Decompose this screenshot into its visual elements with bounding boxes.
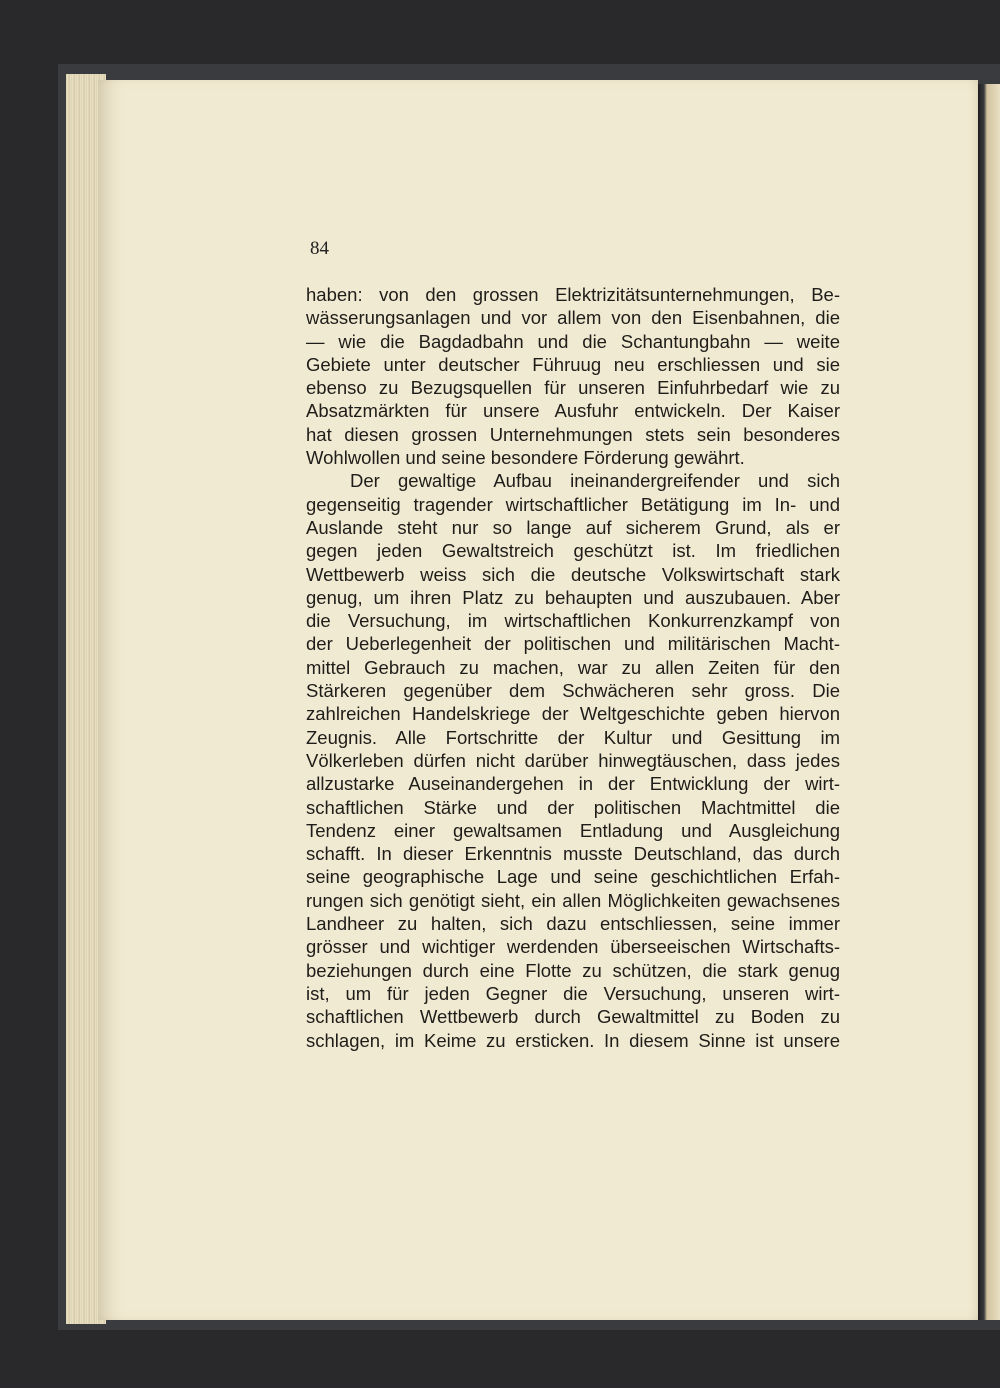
text-line: mittel Gebrauch zu machen, war zu allen Zeiten für den: [306, 656, 840, 678]
text-line: ebenso zu Bezugsquellen für unseren Einfuhrbedarf wie zu: [306, 377, 840, 399]
text-line: hat diesen grossen Unternehmungen stets sein besonderes: [306, 423, 840, 445]
text-line: Wohlwollen und seine besondere Förderung gewährt.: [306, 447, 745, 469]
text-line: Auslande steht nur so lange auf sicherem Grund, als er: [306, 516, 840, 538]
text-line: schlagen, im Keime zu ersticken. In diesem Sinne ist unsere: [306, 1029, 840, 1051]
text-line: Landheer zu halten, sich dazu entschliessen, seine immer: [306, 913, 840, 935]
text-line: Wettbewerb weiss sich die deutsche Volkswirtschaft stark: [306, 563, 840, 585]
text-line: Gebiete unter deutscher Führuug neu erschliessen und sie: [306, 353, 840, 375]
text-line: — wie die Bagdadbahn und die Schantungbahn — weite: [306, 330, 840, 352]
text-line: schaftlichen Stärke und der politischen Machtmittel die: [306, 796, 840, 818]
body-text: [306, 283, 840, 1052]
text-line: gegen jeden Gewaltstreich geschützt ist. Im friedlichen: [306, 540, 840, 562]
text-line: ist, um für jeden Gegner die Versuchung, unseren wirt-: [306, 982, 840, 1004]
text-line: rungen sich genötigt sieht, ein allen Möglichkeiten gewachsenes: [306, 889, 840, 911]
text-line: beziehungen durch eine Flotte zu schützen, die stark genug: [306, 959, 840, 981]
page-number: 84: [310, 238, 329, 259]
text-line: seine geographische Lage und seine geschichtlichen Erfah-: [306, 866, 840, 888]
text-line: wässerungsanlagen und vor allem von den Eisenbahnen, die: [306, 307, 840, 329]
text-line: Absatzmärkten für unsere Ausfuhr entwickeln. Der Kaiser: [306, 400, 840, 422]
text-line: zahlreichen Handelskriege der Weltgeschichte geben hiervon: [306, 703, 840, 725]
text-line: Völkerleben dürfen nicht darüber hinwegtäuschen, dass jedes: [306, 749, 840, 771]
text-line: allzustarke Auseinandergehen in der Entwicklung der wirt-: [306, 773, 840, 795]
text-line: grösser und wichtiger werdenden überseeischen Wirtschafts-: [306, 936, 840, 958]
text-line: Zeugnis. Alle Fortschritte der Kultur und Gesittung im: [306, 726, 840, 748]
text-line: Stärkeren gegenüber dem Schwächeren sehr gross. Die: [306, 680, 840, 702]
text-line: haben: von den grossen Elektrizitätsunternehmungen, Be-: [306, 284, 840, 305]
text-line: genug, um ihren Platz zu behaupten und auszubauen. Aber: [306, 586, 840, 608]
text-line: die Versuchung, im wirtschaftlichen Konkurrenzkampf von: [306, 610, 840, 632]
text-line: Tendenz einer gewaltsamen Entladung und Ausgleichung: [306, 819, 840, 841]
text-line: der Ueberlegenheit der politischen und militärischen Macht-: [306, 633, 840, 655]
facing-page-edge: [978, 84, 1000, 1320]
text-line: Der gewaltige Aufbau ineinandergreifender und sich: [350, 470, 840, 492]
text-line: gegenseitig tragender wirtschaftlicher Betätigung im In- und: [306, 493, 840, 515]
text-line: schafft. In dieser Erkenntnis musste Deutschland, das durch: [306, 843, 840, 865]
text-line: schaftlichen Wettbewerb durch Gewaltmittel zu Boden zu: [306, 1006, 840, 1028]
